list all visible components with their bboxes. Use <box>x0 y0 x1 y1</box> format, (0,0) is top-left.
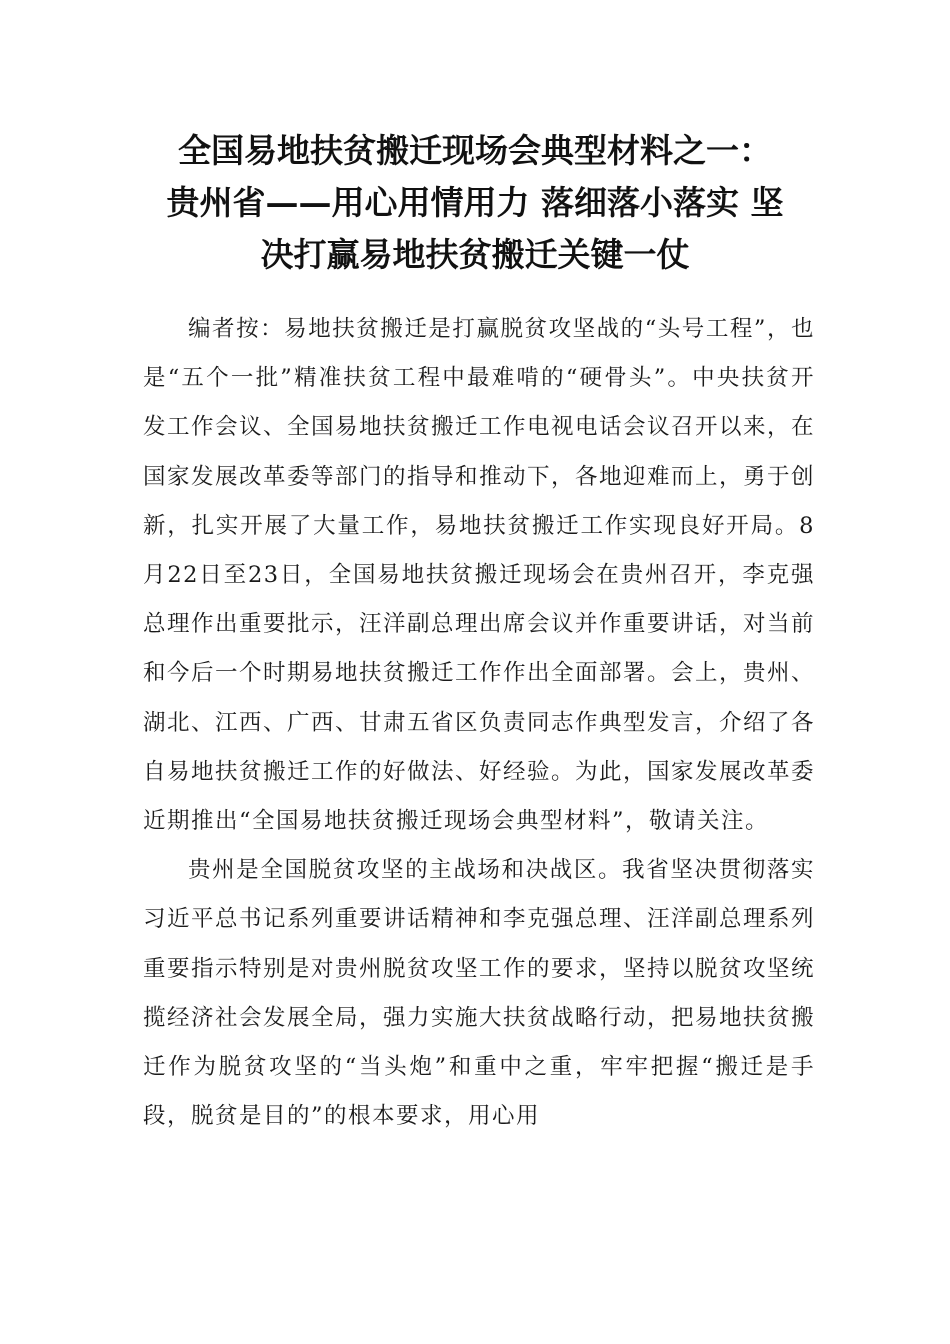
body-paragraph: 贵州是全国脱贫攻坚的主战场和决战区。我省坚决贯彻落实习近平总书记系列重要讲话精神和李克强总理、汪洋副总理系列重要指示特别是对贵州脱贫攻坚工作的要求，坚持以脱贫攻坚统揽经济社会发展全局，强力实施大扶贫战略行动，把易地扶贫搬迁作为脱贫攻坚的“当头炮”和重中之重，牢牢把握“搬迁是手段，脱贫是目的”的根本要求，用心用 <box>143 857 816 1130</box>
title-line-1: 全国易地扶贫搬迁现场会典型材料之一： <box>178 131 772 170</box>
document-title <box>100 125 850 281</box>
title-line-3: 决打赢易地扶贫搬迁关键一仗 <box>260 235 690 274</box>
document-body <box>143 305 815 1141</box>
editor-note-paragraph: 编者按：易地扶贫搬迁是打赢脱贫攻坚战的“头号工程”，也是“五个一批”精准扶贫工程中最难啃的“硬骨头”。中央扶贫开发工作会议、全国易地扶贫搬迁工作电视电话会议召开以来，在国家发展改革委等部门的指导和推动下，各地迎难而上，勇于创新，扎实开展了大量工作，易地扶贫搬迁工作实现良好开局。8月22日至23日，全国易地扶贫搬迁现场会在贵州召开，李克强总理作出重要批示，汪洋副总理出席会议并作重要讲话，对当前和今后一个时期易地扶贫搬迁工作作出全面部署。会上，贵州、湖北、江西、广西、甘肃五省区负责同志作典型发言，介绍了各自易地扶贫搬迁工作的好做法、好经验。为此，国家发展改革委近期推出“全国易地扶贫搬迁现场会典型材料”，敬请关注。 <box>143 316 816 835</box>
title-line-2: 贵州省——用心用情用力 落细落小落实 坚 <box>166 183 784 222</box>
